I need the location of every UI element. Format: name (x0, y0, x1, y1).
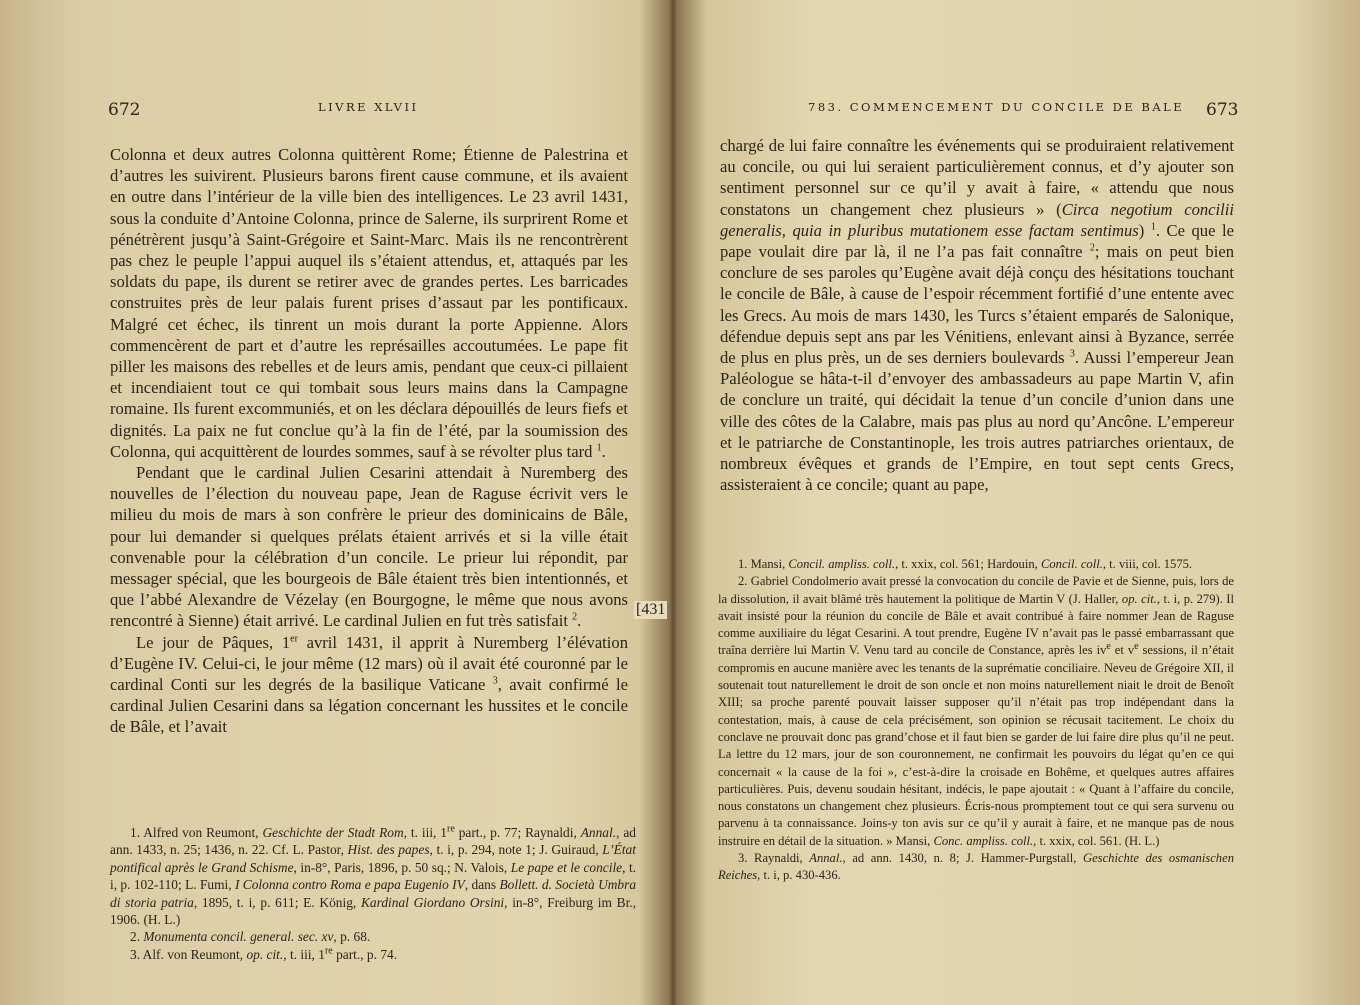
left-paragraph-3: Le jour de Pâques, 1er avril 1431, il apprit à Nuremberg l’élévation d’Eugène IV. Celui-ci, le jour même (12 mars) où il avait été couronné par le cardinal Conti sur les degrés de la basilique Vaticane $^3$, avait confirmé le cardinal Julien Cesarini dans sa légation concernant les hussites et le concile de Bâle, et l’avait (110, 632, 628, 737)
left-paragraph-2: Pendant que le cardinal Julien Cesarini attendait à Nuremberg des nouvelles de l’élection du nouveau pape, Jean de Raguse écrivit vers le milieu du mois de mars à son confrère le prieur des dominicains de Bâle, pour lui demander si quelques prélats étaient arrivés et si la ville était convenable pour la célébration d’un concile. Le prieur lui répondit, par messager spécial, que les bourgeois de Bâle étaient très bien intentionnés, et que l’abbé Alexandre de Vézelay (en Bourgogne, le même que nous avons rencontré à Sienne) était arrivé. Le cardinal Julien en fut très satisfait $^2$. (110, 463, 628, 631)
left-footnote-1: 1. Alfred von Reumont, Geschichte der Stadt Rom, t. iii, 1re part., p. 77; Raynaldi, Annal., ad ann. 1433, n. 25; 1436, n. 22. Cf. L. Pastor, Hist. des papes, t. i, p. 294, note 1; J. Guiraud, L’État pontifical après le Grand Schisme, in-8°, Paris, 1896, p. 50 sq.; N. Valois, Le pape et le concile, t. i, p. 102-110; L. Fumi, I Colonna contro Roma e papa Eugenio IV, dans Bollett. d. Società Umbra di storia patria, 1895, t. i, p. 611; E. König, Kardinal Giordano Orsini, in-8°, Freiburg im Br., 1906. (H. L.) (110, 823, 637, 928)
left-footnote-3: 3. Alf. von Reumont, op. cit., t. iii, 1re part., p. 74. (130, 945, 398, 962)
left-body-text (110, 144, 628, 738)
margin-date-mark: [431 (636, 601, 666, 618)
left-footnotes (110, 824, 636, 963)
left-running-head: LIVRE XLVII (318, 100, 419, 114)
right-page (672, 0, 1360, 1005)
right-paragraph-1: chargé de lui faire connaître les événements qui se produiraient relativement au concile, ou qui lui seraient particulièrement connus, et d’y ajouter son sentiment personnel sur ce qu’il y avait à faire, « attendu que nous constatons un changement chez plusieurs » (Circa negotium concilii generalis, quia in pluribus mutationem esse factam sentimus) $^1$. Ce que le pape voulait dire par là, il ne l’a pas fait connaître $^2$; mais on peut bien conclure de ses paroles qu’Eugène avait déjà conçu des hésitations touchant le concile de Bâle, à cause de l’espoir récemment fortifié d’une entente avec les Grecs. Au mois de mars 1430, les Turcs s’étaient emparés de Salonique, défendue depuis sept ans par les Vénitiens, enlevant ainsi à Byzance, serrée de plus en plus près, un de ses derniers boulevards $^3$. Aussi l’empereur Jean Paléologue se hâta-t-il d’envoyer des ambassadeurs au pape Martin V, afin de conclure un traité, qui décidait la tenue d’un concile d’union dans une ville des côtes de la Calabre, mais pas plus au nord qu’Ancône. L’empereur et le patriarche de Constantinople, les trois autres patriarches orientaux, de nombreux évêques et grands de l’Empire, en tout sept cents Grecs, assisteraient à ce concile; quant au pape, (720, 136, 1235, 495)
right-running-head: 783. COMMENCEMENT DU CONCILE DE BALE (808, 100, 1185, 114)
left-page-number: 672 (108, 100, 141, 120)
right-footnote-3: 3. Raynaldi, Annal., ad ann. 1430, n. 8; J. Hammer-Purgstall, Geschichte des osmanischen Reiches, t. i, p. 430-436. (718, 851, 1234, 883)
left-footnote-2: 2. Monumenta concil. general. sec. xv, p. 68. (130, 929, 371, 945)
left-page (0, 0, 664, 1005)
right-footnote-1: 1. Mansi, Concil. ampliss. coll., t. xxix, col. 561; Hardouin, Concil. coll., t. viii, col. 1575. (738, 557, 1193, 571)
right-page-number: 673 (1206, 100, 1239, 120)
left-paragraph-1: Colonna et deux autres Colonna quittèrent Rome; Étienne de Palestrina et d’autres les suivirent. Plusieurs barons firent cause commune, et ils avaient en outre dans l’intérieur de la ville bien des intelligences. Le 23 avril 1431, sous la conduite d’Antoine Colonna, prince de Salerne, ils surprirent Rome et pénétrèrent jusqu’à Saint-Grégoire et Saint-Marc. Mais ils ne rencontrèrent pas chez le peuple l’appui auquel ils s’étaient attendus, et, attaqués par les soldats du pape, ils durent se retirer avec de grandes pertes. Les barricades construites près de leur palais furent prises d’assaut par les pontificaux. Malgré cet échec, ils tinrent un mois durant la porte Appienne. Alors commencèrent de part et d’autre les représailles accoutumées. Le pape fit piller les maisons des rebelles et de leurs amis, pendant que ceux-ci pillaient et incendiaient tout ce qui tombait sous leurs mains dans la Campagne romaine. Ils furent excommuniés, et on les déclara dépouillés de leurs fiefs et dignités. La paix ne fut conclue qu’à la fin de l’été, par la soumission des Colonna, qui acquittèrent de lourdes sommes, sauf à se révolter plus tard $^1$. (110, 145, 628, 461)
right-footnotes (718, 556, 1234, 885)
right-footnote-2: 2. Gabriel Condolmerio avait pressé la convocation du concile de Pavie et de Sienne, puis, lors de la dissolution, il avait blâmé très hautement la politique de Martin V (J. Haller, op. cit., t. i, p. 279). Il avait insisté pour la réunion du concile de Bâle et avait contribué à faire nommer Jean de Raguse comme auxiliaire du légat Cesarini. A tout prendre, Eugène IV n’avait pas le passé embarrassant que traîna derrière lui Martin V. Venu tard au concile de Constance, après les $iv^e$ et $v^e$ sessions, il n’était compromis en aucune manière avec les tenants de la suprématie conciliaire. Neveu de Grégoire XII, il soutenait tout naturellement le droit de son oncle et non moins naturellement niait le droit de Benoît XIII; sa proche parenté pouvait laisser supposer qu’il n’était pas trop indépendant dans la contestation, mais, à cause de cela précisément, son opinion se récusait tacitement. Le choix du conclave ne prouvait donc pas grand’chose et il faut bien se garder de lui faire dire plus qu’il ne peut. La lettre du 12 mars, jour de son couronnement, ne confirmait les pouvoirs du légat qu’en ce qui concernait « la cause de la foi », c’est-à-dire la croisade en Bohême, et quelques autres affaires particulières. Puis, devenu soudain hésitant, indécis, le pape ajoutait : « Quant à l’affaire du concile, nous constatons un changement chez plusieurs. Écris-nous promptement tout ce qui sera survenu ou parvenu à ta connaissance. Joins-y ton avis sur ce qu’il y aurait à faire, et ne manque pas de nous instruire en détail de la situation. » Mansi, Conc. ampliss. coll., t. xxix, col. 561. (H. L.) (718, 574, 1235, 848)
right-body-text (720, 135, 1234, 495)
